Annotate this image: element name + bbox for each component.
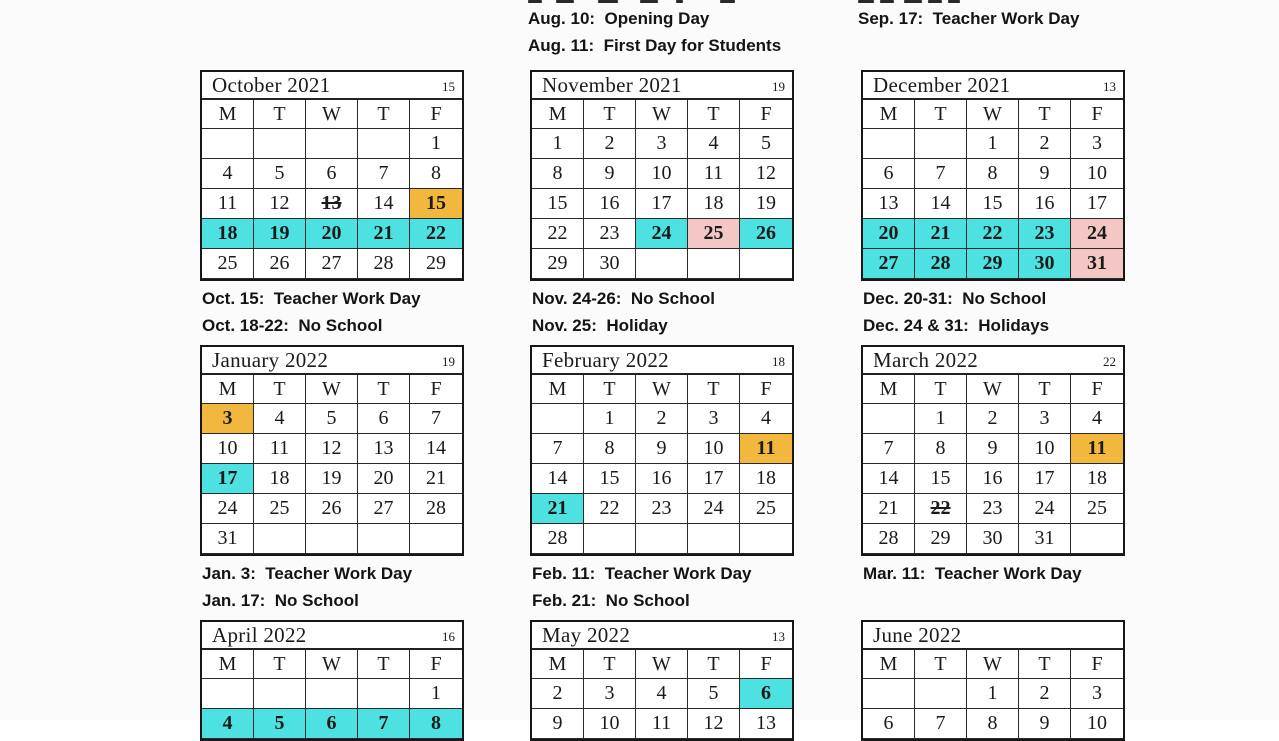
day-cell: 2 (532, 679, 584, 709)
month-header (532, 72, 792, 100)
day-cell: 10 (1071, 159, 1123, 189)
day-cell: 3 (636, 129, 688, 159)
weekday-header: T (1019, 650, 1071, 679)
day-cell: 29 (410, 249, 462, 279)
day-cell: 6 (306, 159, 358, 189)
day-cell: 20 (358, 464, 410, 494)
month-grid (863, 100, 1123, 279)
weekday-header: T (1019, 100, 1071, 129)
november-2021-note-line: Nov. 25: Holiday (532, 316, 668, 335)
month-june-2022 (861, 620, 1125, 741)
day-cell: 8 (410, 709, 462, 739)
month-title: January 2022 (212, 347, 329, 372)
day-cell: 20 (863, 219, 915, 249)
empty-day-cell (306, 524, 358, 554)
day-cell: 11 (688, 159, 740, 189)
day-cell: 26 (306, 494, 358, 524)
day-cell: 25 (1071, 494, 1123, 524)
month-header (202, 72, 462, 100)
day-cell: 4 (688, 129, 740, 159)
day-cell: 28 (532, 524, 584, 554)
day-cell: 14 (915, 189, 967, 219)
weekday-header: T (584, 650, 636, 679)
day-cell: 17 (202, 464, 254, 494)
march-2022-note-line: Mar. 11: Teacher Work Day (863, 564, 1082, 583)
day-cell: 16 (1019, 189, 1071, 219)
day-cell: 7 (915, 709, 967, 739)
day-cell: 4 (1071, 404, 1123, 434)
month-notes-february-2022 (532, 560, 752, 614)
day-cell: 6 (863, 159, 915, 189)
day-cell: 10 (202, 434, 254, 464)
weekday-header: T (1019, 375, 1071, 404)
month-grid (202, 375, 462, 554)
weekday-header: T (688, 100, 740, 129)
day-cell: 21 (358, 219, 410, 249)
month-february-2022 (530, 345, 794, 556)
day-cell: 4 (636, 679, 688, 709)
day-cell: 13 (358, 434, 410, 464)
day-cell: 22 (410, 219, 462, 249)
day-cell: 11 (740, 434, 792, 464)
empty-day-cell (358, 524, 410, 554)
empty-day-cell (636, 249, 688, 279)
day-cell: 26 (740, 219, 792, 249)
month-grid (863, 375, 1123, 554)
month-header (863, 72, 1123, 100)
school-day-count: 18 (772, 354, 785, 369)
day-cell: 3 (1071, 679, 1123, 709)
day-cell: 1 (410, 129, 462, 159)
day-cell: 30 (967, 524, 1019, 554)
month-notes-january-2022 (202, 560, 412, 614)
day-cell: 18 (1071, 464, 1123, 494)
weekday-header: T (915, 650, 967, 679)
month-grid (202, 100, 462, 279)
day-cell: 24 (688, 494, 740, 524)
empty-day-cell (863, 404, 915, 434)
month-header (202, 622, 462, 650)
empty-day-cell (254, 524, 306, 554)
month-grid (202, 650, 462, 739)
empty-day-cell (915, 129, 967, 159)
day-cell: 5 (688, 679, 740, 709)
day-cell: 12 (740, 159, 792, 189)
month-title: March 2022 (873, 347, 979, 372)
day-cell: 19 (254, 219, 306, 249)
empty-day-cell (584, 524, 636, 554)
weekday-header: F (740, 650, 792, 679)
month-notes-november-2021 (532, 285, 715, 339)
day-cell: 2 (584, 129, 636, 159)
weekday-header: M (863, 100, 915, 129)
day-cell: 13 (863, 189, 915, 219)
day-cell: 23 (967, 494, 1019, 524)
day-cell: 1 (532, 129, 584, 159)
day-cell: 30 (1019, 249, 1071, 279)
december-2021-note-line: Dec. 24 & 31: Holidays (863, 316, 1050, 335)
day-cell: 2 (636, 404, 688, 434)
month-november-2021 (530, 70, 794, 281)
weekday-header: W (636, 100, 688, 129)
day-cell: 9 (532, 709, 584, 739)
february-2022-note-line: Feb. 21: No School (532, 591, 690, 610)
day-cell: 15 (967, 189, 1019, 219)
day-cell: 16 (584, 189, 636, 219)
weekday-header: T (584, 375, 636, 404)
weekday-header: M (202, 650, 254, 679)
weekday-header: F (740, 375, 792, 404)
school-day-count: 19 (442, 354, 455, 369)
day-cell: 31 (202, 524, 254, 554)
january-2022-note-line: Jan. 3: Teacher Work Day (202, 564, 413, 583)
day-cell: 7 (410, 404, 462, 434)
empty-day-cell (1071, 524, 1123, 554)
weekday-header: M (863, 375, 915, 404)
day-cell: 13 (740, 709, 792, 739)
weekday-header: T (915, 100, 967, 129)
day-cell: 18 (254, 464, 306, 494)
day-cell: 9 (1019, 159, 1071, 189)
day-cell: 3 (1019, 404, 1071, 434)
weekday-header: F (410, 650, 462, 679)
month-title: November 2021 (542, 72, 682, 97)
weekday-header: T (688, 375, 740, 404)
day-cell: 28 (358, 249, 410, 279)
day-cell: 1 (915, 404, 967, 434)
empty-day-cell (688, 524, 740, 554)
month-title: December 2021 (873, 72, 1011, 97)
month-grid (532, 375, 792, 554)
day-cell: 11 (254, 434, 306, 464)
month-header (863, 347, 1123, 375)
day-cell: 1 (967, 129, 1019, 159)
day-cell: 24 (1071, 219, 1123, 249)
day-cell: 6 (306, 709, 358, 739)
day-cell: 1 (584, 404, 636, 434)
month-grid (532, 650, 792, 739)
empty-day-cell (202, 679, 254, 709)
day-cell: 6 (740, 679, 792, 709)
day-cell: 11 (636, 709, 688, 739)
month-may-2022 (530, 620, 794, 741)
month-title: October 2021 (212, 72, 331, 97)
day-cell: 5 (254, 159, 306, 189)
day-cell: 10 (1071, 709, 1123, 739)
day-cell: 19 (740, 189, 792, 219)
october-2021-note-line: Oct. 18-22: No School (202, 316, 383, 335)
weekday-header: W (967, 650, 1019, 679)
october-2021-note-line: Oct. 15: Teacher Work Day (202, 289, 421, 308)
weekday-header: M (532, 100, 584, 129)
school-day-count: 22 (1103, 354, 1116, 369)
day-cell: 25 (254, 494, 306, 524)
day-cell: 21 (863, 494, 915, 524)
day-cell: 10 (688, 434, 740, 464)
weekday-header: T (254, 100, 306, 129)
weekday-header: W (636, 650, 688, 679)
january-2022-note-line: Jan. 17: No School (202, 591, 359, 610)
weekday-header: F (1071, 375, 1123, 404)
august-note-line: Aug. 10: Opening Day (528, 9, 710, 28)
day-cell: 31 (1019, 524, 1071, 554)
school-day-count: 16 (442, 629, 455, 644)
school-day-count: 15 (442, 79, 455, 94)
day-cell: 16 (967, 464, 1019, 494)
day-cell: 7 (358, 159, 410, 189)
day-cell: 8 (584, 434, 636, 464)
day-cell: 2 (1019, 679, 1071, 709)
empty-day-cell (202, 129, 254, 159)
day-cell: 7 (915, 159, 967, 189)
day-cell: 3 (688, 404, 740, 434)
day-cell: 5 (740, 129, 792, 159)
day-cell: 19 (306, 464, 358, 494)
day-cell: 24 (636, 219, 688, 249)
day-cell: 24 (202, 494, 254, 524)
day-cell: 9 (584, 159, 636, 189)
day-cell: 1 (410, 679, 462, 709)
day-cell: 8 (410, 159, 462, 189)
day-cell: 27 (306, 249, 358, 279)
day-cell: 23 (1019, 219, 1071, 249)
empty-day-cell (306, 679, 358, 709)
day-cell: 8 (915, 434, 967, 464)
day-cell: 21 (532, 494, 584, 524)
weekday-header: M (532, 375, 584, 404)
weekday-header: T (358, 100, 410, 129)
day-cell: 21 (915, 219, 967, 249)
weekday-header: M (202, 100, 254, 129)
day-cell: 12 (254, 189, 306, 219)
day-cell: 29 (532, 249, 584, 279)
day-cell: 14 (863, 464, 915, 494)
november-2021-note-line: Nov. 24-26: No School (532, 289, 715, 308)
school-day-count: 13 (772, 629, 785, 644)
day-cell: 5 (254, 709, 306, 739)
empty-day-cell (688, 249, 740, 279)
day-cell: 3 (584, 679, 636, 709)
day-cell: 7 (358, 709, 410, 739)
month-april-2022 (200, 620, 464, 741)
empty-day-cell (740, 249, 792, 279)
day-cell: 15 (915, 464, 967, 494)
day-cell: 9 (967, 434, 1019, 464)
empty-day-cell (358, 129, 410, 159)
weekday-header: M (863, 650, 915, 679)
day-cell: 16 (636, 464, 688, 494)
empty-day-cell (915, 679, 967, 709)
empty-day-cell (306, 129, 358, 159)
day-cell: 1 (967, 679, 1019, 709)
day-cell: 8 (967, 709, 1019, 739)
day-cell: 15 (532, 189, 584, 219)
weekday-header: T (254, 650, 306, 679)
day-cell: 31 (1071, 249, 1123, 279)
month-notes-december-2021 (863, 285, 1049, 339)
weekday-header: W (306, 650, 358, 679)
weekday-header: M (532, 650, 584, 679)
day-cell: 10 (1019, 434, 1071, 464)
day-cell: 11 (1071, 434, 1123, 464)
weekday-header: T (584, 100, 636, 129)
month-notes-october-2021 (202, 285, 421, 339)
day-cell: 13 (306, 189, 358, 219)
month-title: May 2022 (542, 622, 631, 647)
school-day-count: 13 (1103, 79, 1116, 94)
empty-day-cell (254, 679, 306, 709)
weekday-header: W (306, 375, 358, 404)
empty-day-cell (863, 679, 915, 709)
day-cell: 21 (410, 464, 462, 494)
day-cell: 12 (306, 434, 358, 464)
day-cell: 25 (202, 249, 254, 279)
month-october-2021 (200, 70, 464, 281)
month-header (532, 622, 792, 650)
day-cell: 14 (532, 464, 584, 494)
weekday-header: F (410, 375, 462, 404)
day-cell: 29 (915, 524, 967, 554)
weekday-header: F (740, 100, 792, 129)
day-cell: 28 (410, 494, 462, 524)
day-cell: 18 (202, 219, 254, 249)
weekday-header: T (254, 375, 306, 404)
month-december-2021 (861, 70, 1125, 281)
december-2021-note-line: Dec. 20-31: No School (863, 289, 1047, 308)
weekday-header: W (306, 100, 358, 129)
weekday-header: F (1071, 100, 1123, 129)
day-cell: 17 (1071, 189, 1123, 219)
day-cell: 25 (688, 219, 740, 249)
weekday-header: F (1071, 650, 1123, 679)
day-cell: 6 (358, 404, 410, 434)
empty-day-cell (410, 524, 462, 554)
day-cell: 15 (410, 189, 462, 219)
month-january-2022 (200, 345, 464, 556)
month-title: February 2022 (542, 347, 669, 372)
day-cell: 6 (863, 709, 915, 739)
day-cell: 8 (532, 159, 584, 189)
month-march-2022 (861, 345, 1125, 556)
day-cell: 3 (202, 404, 254, 434)
day-cell: 15 (584, 464, 636, 494)
weekday-header: T (688, 650, 740, 679)
day-cell: 14 (358, 189, 410, 219)
month-grid (863, 650, 1123, 739)
day-cell: 17 (1019, 464, 1071, 494)
weekday-header: T (358, 650, 410, 679)
august-notes (528, 5, 781, 59)
weekday-header: M (202, 375, 254, 404)
day-cell: 11 (202, 189, 254, 219)
day-cell: 5 (306, 404, 358, 434)
day-cell: 22 (584, 494, 636, 524)
empty-day-cell (740, 524, 792, 554)
day-cell: 2 (967, 404, 1019, 434)
day-cell: 29 (967, 249, 1019, 279)
august-note-line: Aug. 11: First Day for Students (528, 36, 782, 55)
weekday-header: F (410, 100, 462, 129)
day-cell: 4 (254, 404, 306, 434)
day-cell: 7 (863, 434, 915, 464)
empty-day-cell (358, 679, 410, 709)
day-cell: 4 (740, 404, 792, 434)
day-cell: 17 (688, 464, 740, 494)
month-header (202, 347, 462, 375)
day-cell: 28 (863, 524, 915, 554)
day-cell: 4 (202, 159, 254, 189)
september-notes (858, 5, 1079, 32)
september-note-line: Sep. 17: Teacher Work Day (858, 9, 1080, 28)
day-cell: 25 (740, 494, 792, 524)
day-cell: 10 (636, 159, 688, 189)
month-header (863, 622, 1123, 650)
weekday-header: W (967, 100, 1019, 129)
day-cell: 9 (1019, 709, 1071, 739)
february-2022-note-line: Feb. 11: Teacher Work Day (532, 564, 752, 583)
weekday-header: W (967, 375, 1019, 404)
day-cell: 23 (636, 494, 688, 524)
day-cell: 22 (967, 219, 1019, 249)
day-cell: 18 (740, 464, 792, 494)
empty-day-cell (636, 524, 688, 554)
day-cell: 10 (584, 709, 636, 739)
day-cell: 24 (1019, 494, 1071, 524)
month-notes-march-2022 (863, 560, 1082, 587)
weekday-header: T (915, 375, 967, 404)
day-cell: 26 (254, 249, 306, 279)
day-cell: 27 (358, 494, 410, 524)
day-cell: 3 (1071, 129, 1123, 159)
day-cell: 12 (688, 709, 740, 739)
day-cell: 18 (688, 189, 740, 219)
month-title: June 2022 (873, 622, 962, 647)
day-cell: 22 (915, 494, 967, 524)
day-cell: 27 (863, 249, 915, 279)
day-cell: 4 (202, 709, 254, 739)
weekday-header: W (636, 375, 688, 404)
weekday-header: T (358, 375, 410, 404)
month-grid (532, 100, 792, 279)
empty-day-cell (254, 129, 306, 159)
month-title: April 2022 (212, 622, 307, 647)
empty-day-cell (532, 404, 584, 434)
school-day-count: 19 (772, 79, 785, 94)
month-header (532, 347, 792, 375)
day-cell: 8 (967, 159, 1019, 189)
day-cell: 23 (584, 219, 636, 249)
day-cell: 9 (636, 434, 688, 464)
day-cell: 20 (306, 219, 358, 249)
day-cell: 2 (1019, 129, 1071, 159)
day-cell: 17 (636, 189, 688, 219)
day-cell: 7 (532, 434, 584, 464)
day-cell: 22 (532, 219, 584, 249)
day-cell: 28 (915, 249, 967, 279)
empty-day-cell (863, 129, 915, 159)
day-cell: 14 (410, 434, 462, 464)
day-cell: 30 (584, 249, 636, 279)
